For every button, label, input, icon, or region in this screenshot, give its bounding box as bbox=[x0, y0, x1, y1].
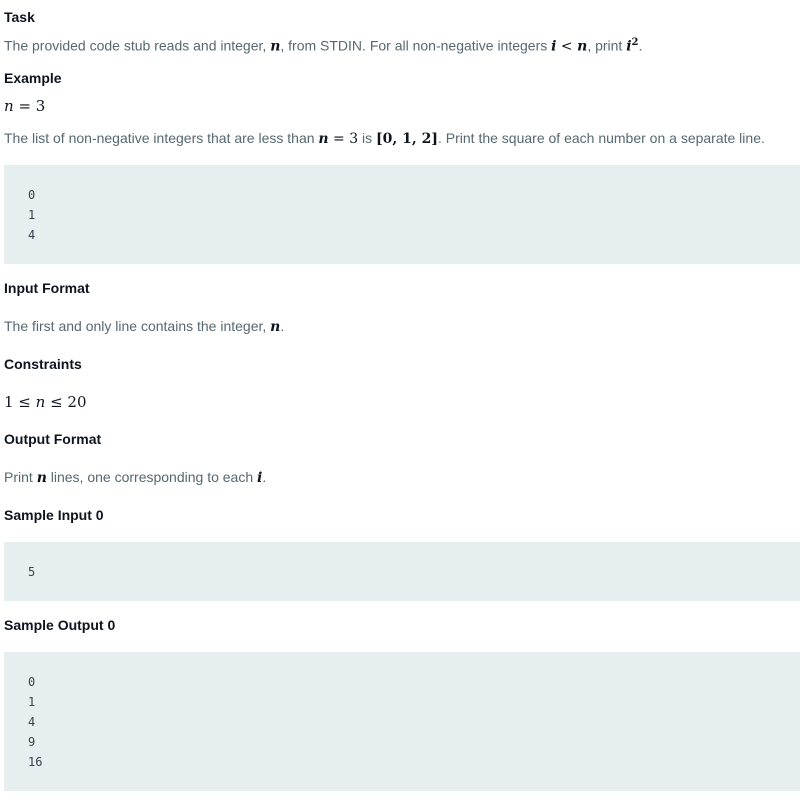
example-description: The list of non-negative integers that are less than n = 3 is [0, 1, 2]. Print the square of each number on a separate line. bbox=[4, 130, 765, 147]
example-formula: n = 3 bbox=[4, 97, 46, 115]
sample-output-block bbox=[4, 652, 800, 791]
sample-input-heading: Sample Input 0 bbox=[4, 507, 104, 523]
task-description: The provided code stub reads and integer, n, from STDIN. For all non-negative integers i < n, print $i^2$. bbox=[4, 37, 643, 55]
code-line: 9 bbox=[28, 735, 36, 749]
code-line: 16 bbox=[28, 755, 43, 769]
code-line: 0 bbox=[28, 675, 36, 689]
output-format-heading: Output Format bbox=[4, 431, 102, 447]
output-format-description: Print n lines, one corresponding to each i. bbox=[4, 469, 267, 486]
constraints-heading: Constraints bbox=[4, 356, 82, 372]
task-heading: Task bbox=[4, 9, 35, 25]
code-line: 4 bbox=[28, 228, 36, 242]
code-line: 1 bbox=[28, 208, 36, 222]
example-heading: Example bbox=[4, 70, 62, 86]
input-format-heading: Input Format bbox=[4, 280, 90, 296]
code-line: 4 bbox=[28, 715, 36, 729]
constraints-formula: 1 ≤ n ≤ 20 bbox=[4, 393, 87, 411]
code-line: 0 bbox=[28, 188, 36, 202]
code-line: 1 bbox=[28, 695, 36, 709]
code-line: 5 bbox=[28, 565, 36, 579]
sample-input-block bbox=[4, 542, 800, 601]
example-output-block bbox=[4, 165, 800, 264]
sample-output-heading: Sample Output 0 bbox=[4, 617, 116, 633]
input-format-description: The first and only line contains the integer, n. bbox=[4, 318, 285, 335]
